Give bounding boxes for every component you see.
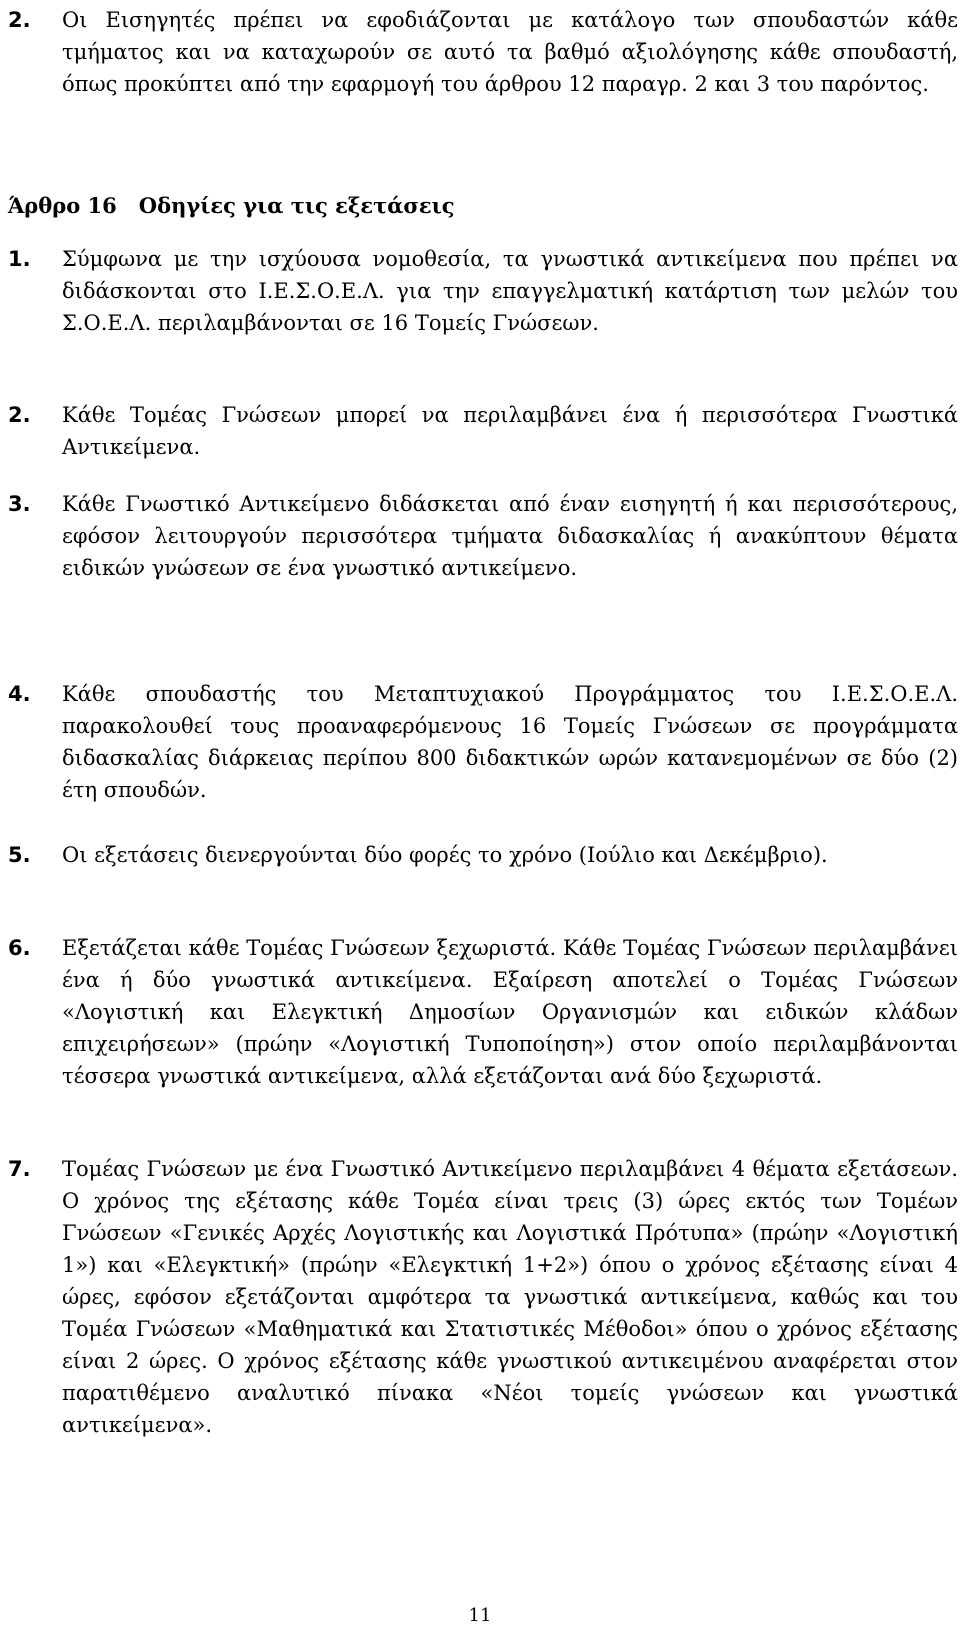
item-number: 1. xyxy=(8,247,31,271)
item-text: Εξετάζεται κάθε Τομέας Γνώσεων ξεχωριστά. Κάθε Τομέας Γνώσεων περιλαμβάνει ένα ή δύο γνωστικά αντικείμενα. Εξαίρεση αποτελεί ο Τομέας Γνώσεων «Λογιστική και Ελεγκτική Δημοσίων Οργανισμών και ειδικών κλάδων επιχειρήσεων» (πρώην «Λογιστική Τυποποίηση») στον οποίο περιλαμβάνονται τέσσερα γνωστικά αντικείμενα, αλλά εξετάζονται ανά δύο ξεχωριστά. xyxy=(62,936,958,1088)
item-number: 4. xyxy=(8,682,31,706)
page-number: 11 xyxy=(468,1605,492,1626)
item-text: Σύμφωνα με την ισχύουσα νομοθεσία, τα γνωστικά αντικείμενα που πρέπει να διδάσκονται στο Ι.Ε.Σ.Ο.Ε.Λ. για την επαγγελματική κατάρτιση των μελών του Σ.Ο.Ε.Λ. περιλαμβάνονται σε 16 Τομείς Γνώσεων. xyxy=(62,247,958,335)
item-number: 5. xyxy=(8,843,31,867)
list-item xyxy=(8,399,958,463)
list-item xyxy=(8,243,958,339)
list-item xyxy=(8,4,958,100)
list-item xyxy=(8,678,958,806)
article-label: Άρθρο 16 xyxy=(8,193,117,218)
item-number: 2. xyxy=(8,403,31,427)
list-item xyxy=(8,839,958,871)
item-number: 7. xyxy=(8,1157,31,1181)
item-text: Κάθε Γνωστικό Αντικείμενο διδάσκεται από έναν εισηγητή ή και περισσότερους, εφόσον λειτουργούν περισσότερα τμήματα διδασκαλίας ή ανακύπτουν θέματα ειδικών γνώσεων σε ένα γνωστικό αντικείμενο. xyxy=(62,492,958,580)
article-heading xyxy=(8,190,455,222)
item-number: 6. xyxy=(8,936,31,960)
list-item xyxy=(8,932,958,1092)
item-text: Κάθε Τομέας Γνώσεων μπορεί να περιλαμβάνει ένα ή περισσότερα Γνωστικά Αντικείμενα. xyxy=(62,403,958,459)
article-title: Οδηγίες για τις εξετάσεις xyxy=(138,193,455,218)
item-text: Οι Εισηγητές πρέπει να εφοδιάζονται με κατάλογο των σπουδαστών κάθε τμήματος και να καταχωρούν σε αυτό τα βαθμό αξιολόγησης κάθε σπουδαστή, όπως προκύπτει από την εφαρμογή του άρθρου 12 παραγρ. 2 και 3 του παρόντος. xyxy=(62,8,958,96)
list-item xyxy=(8,488,958,584)
item-text: Κάθε σπουδαστής του Μεταπτυχιακού Προγράμματος του Ι.Ε.Σ.Ο.Ε.Λ. παρακολουθεί τους προαναφερόμενους 16 Τομείς Γνώσεων σε προγράμματα διδασκαλίας διάρκειας περίπου 800 διδακτικών ωρών κατανεμομένων σε δύο (2) έτη σπουδών. xyxy=(62,682,958,802)
item-number: 3. xyxy=(8,492,31,516)
item-number: 2. xyxy=(8,8,31,32)
item-text: Οι εξετάσεις διενεργούνται δύο φορές το χρόνο (Ιούλιο και Δεκέμβριο). xyxy=(62,843,828,867)
item-text: Τομέας Γνώσεων με ένα Γνωστικό Αντικείμενο περιλαμβάνει 4 θέματα εξετάσεων. Ο χρόνος της εξέτασης κάθε Τομέα είναι τρεις (3) ώρες εκτός των Τομέων Γνώσεων «Γενικές Αρχές Λογιστικής και Λογιστικά Πρότυπα» (πρώην «Λογιστική 1») και «Ελεγκτική» (πρώην «Ελεγκτική 1+2») όπου ο χρόνος εξέτασης είναι 4 ώρες, εφόσον εξετάζονται αμφότερα τα γνωστικά αντικείμενα, καθώς και του Τομέα Γνώσεων «Μαθηματικά και Στατιστικές Μέθοδοι» όπου ο χρόνος εξέτασης είναι 2 ώρες. Ο χρόνος εξέτασης κάθε γνωστικού αντικειμένου αναφέρεται στον παρατιθέμενο αναλυτικό πίνακα «Νέοι τομείς γνώσεων και γνωστικά αντικείμενα». xyxy=(62,1157,958,1437)
list-item xyxy=(8,1153,958,1441)
